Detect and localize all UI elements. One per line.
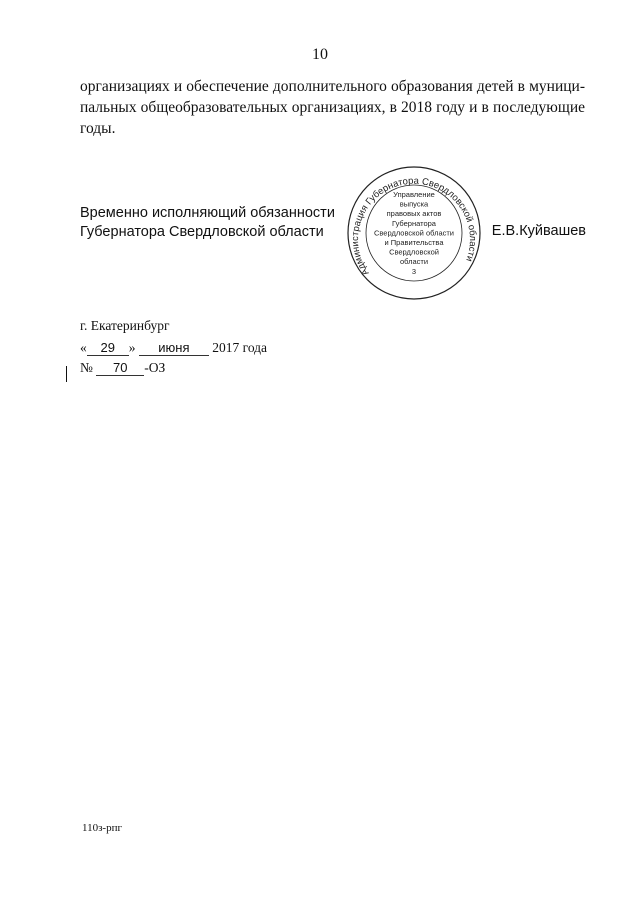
stamp-line: Управление: [393, 190, 435, 199]
date-year: 2017 года: [212, 340, 268, 355]
signature-line-2: Губернатора Свердловской области: [80, 224, 324, 240]
date-day: 29: [87, 341, 129, 356]
stamp-line: области: [399, 257, 429, 267]
stamp-line: и Правительства: [384, 238, 444, 247]
stamp-line: 3: [411, 266, 417, 276]
date-month: июня: [139, 341, 209, 356]
body-paragraph: организациях и обеспечение дополнительного образования детей в муници-пальных общеобразовательных организациях, в 2018 году и в последующие годы.: [80, 78, 585, 137]
stamp-line: Свердловской области: [373, 228, 455, 238]
law-number-value: 70: [96, 361, 144, 376]
signature-line-1: Временно исполняющий обязанности: [80, 205, 335, 221]
law-number: № 70 -ОЗ: [80, 360, 166, 375]
stamp-line: правовых актов: [386, 209, 442, 219]
city: г. Екатеринбург: [80, 318, 170, 333]
stamp-line: выпуска: [399, 199, 429, 209]
official-stamp: [346, 165, 482, 301]
page-number: 10: [312, 46, 328, 63]
stamp-line: Свердловской: [389, 247, 439, 257]
signatory-name: Е.В.Куйвашев: [491, 223, 586, 239]
margin-mark: [66, 366, 67, 382]
stamp-line: Губернатора: [392, 218, 436, 228]
stamp-ring-text: Администрация Губернатора Свердловской области: [349, 175, 479, 278]
signing-date: « 29 » июня 2017 года: [80, 340, 268, 355]
document-code: 110з-рпг: [82, 822, 122, 834]
signature-title: [80, 204, 335, 242]
